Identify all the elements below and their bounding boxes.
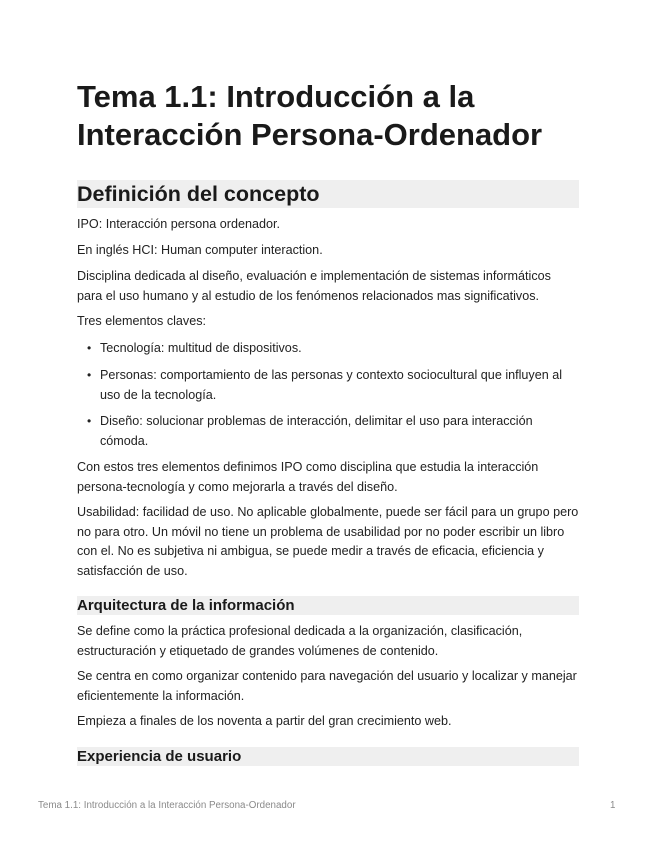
paragraph: Usabilidad: facilidad de uso. No aplicable globalmente, puede ser fácil para un grupo pero no para otro. Un móvil no tiene un problema de usabilidad por no poder escribir un libro con el. No es subjetiva ni ambigua, se puede medir a través de eficacia, eficiencia y satisfacción de uso.	[77, 505, 579, 578]
paragraph: Empieza a finales de los noventa a partir del gran crecimiento web.	[77, 714, 452, 728]
list-item-text: Tecnología: multitud de dispositivos.	[100, 341, 302, 355]
paragraph: Disciplina dedicada al diseño, evaluación e implementación de sistemas informáticos para el uso humano y al estudio de los fenómenos relacionados mas significativos.	[77, 269, 551, 303]
list-item-text: Diseño: solucionar problemas de interacción, delimitar el uso para interacción cómoda.	[100, 414, 533, 448]
footer-page-number: 1	[610, 800, 616, 811]
section-heading-experiencia: Experiencia de usuario	[77, 747, 579, 766]
paragraph: IPO: Interacción persona ordenador.	[77, 217, 281, 231]
bullet-icon: •	[87, 414, 92, 428]
paragraph: Con estos tres elementos definimos IPO como disciplina que estudia la interacción persona-tecnología y como mejorarla a través del diseño.	[77, 460, 539, 494]
paragraph: Se define como la práctica profesional dedicada a la organización, clasificación, estructuración y etiquetado de grandes volúmenes de contenido.	[77, 624, 523, 658]
section-heading-definicion: Definición del concepto	[77, 180, 579, 208]
footer-running-title: Tema 1.1: Introducción a la Interacción Persona-Ordenador	[38, 800, 296, 811]
bullet-icon: •	[87, 368, 92, 382]
list-item-text: Personas: comportamiento de las personas y contexto sociocultural que influyen al uso de la tecnología.	[100, 368, 563, 402]
paragraph: Tres elementos claves:	[77, 314, 207, 328]
bullet-icon: •	[87, 341, 92, 355]
section-heading-arquitectura: Arquitectura de la información	[77, 596, 579, 615]
paragraph: Se centra en como organizar contenido para navegación del usuario y localizar y manejar eficientemente la información.	[77, 669, 577, 703]
document-title: Tema 1.1: Introducción a la Interacción Persona-Ordenador	[77, 79, 543, 152]
paragraph: En inglés HCI: Human computer interaction.	[77, 243, 323, 257]
